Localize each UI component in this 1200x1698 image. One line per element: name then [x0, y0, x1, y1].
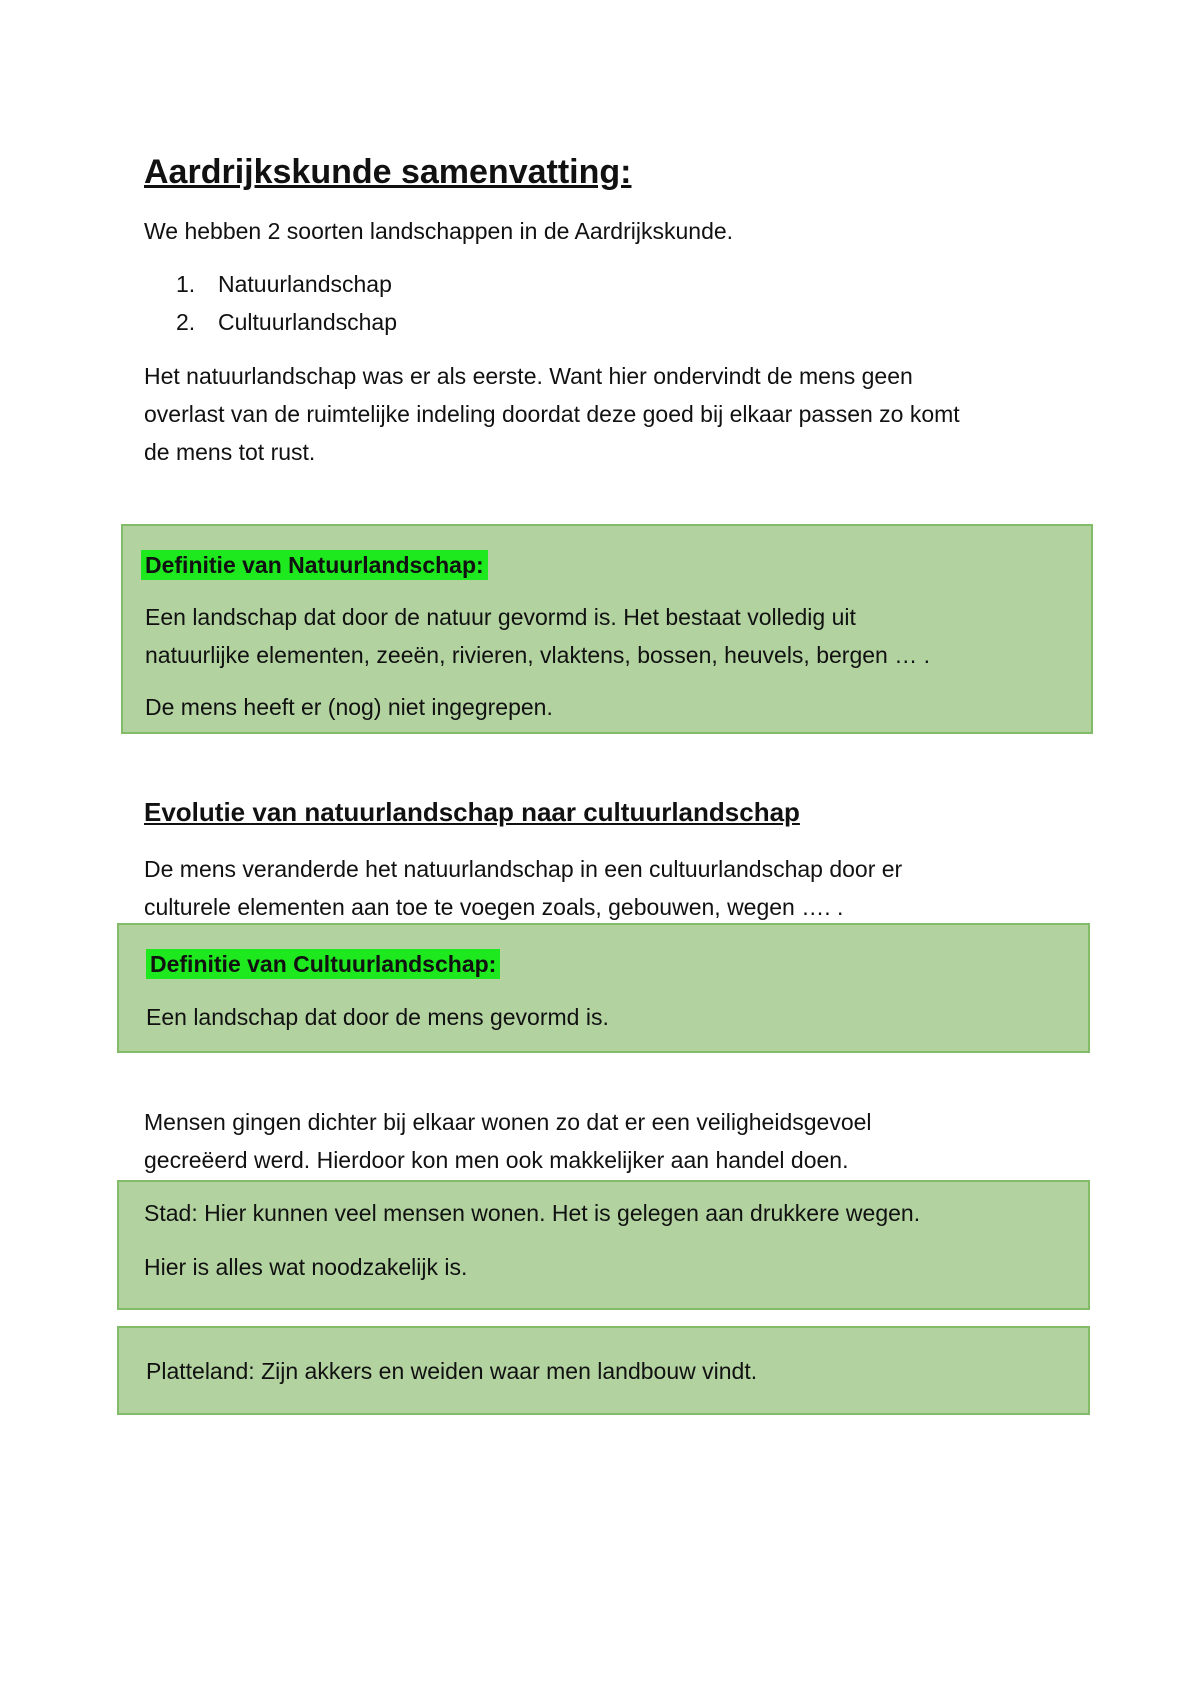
section-heading: Evolutie van natuurlandschap naar cultuurlandschap	[144, 797, 800, 827]
paragraph-line: de mens tot rust.	[144, 439, 316, 465]
paragraph-natuurlandschap	[144, 357, 1084, 471]
info-line: Stad: Hier kunnen veel mensen wonen. Het is gelegen aan drukkere wegen.	[144, 1200, 921, 1226]
info-line: Hier is alles wat noodzakelijk is.	[144, 1254, 468, 1280]
definition-heading: Definitie van Natuurlandschap:	[141, 550, 488, 580]
info-line: Platteland: Zijn akkers en weiden waar men landbouw vindt.	[146, 1358, 758, 1384]
list-item	[176, 265, 397, 303]
paragraph-mensen	[144, 1103, 1084, 1179]
paragraph-evolutie	[144, 850, 1084, 926]
paragraph-line: Mensen gingen dichter bij elkaar wonen zo dat er een veiligheidsgevoel	[144, 1109, 872, 1135]
definition-line: natuurlijke elementen, zeeën, rivieren, vlaktens, bossen, heuvels, bergen … .	[145, 642, 930, 668]
list-number: 1.	[176, 271, 196, 297]
paragraph-line: Het natuurlandschap was er als eerste. Want hier ondervindt de mens geen	[144, 363, 913, 389]
paragraph-line: De mens veranderde het natuurlandschap in een cultuurlandschap door er	[144, 856, 903, 882]
info-box-platteland	[117, 1326, 1090, 1415]
intro-text: We hebben 2 soorten landschappen in de Aardrijkskunde.	[144, 218, 734, 244]
page-title: Aardrijkskunde samenvatting:	[144, 153, 632, 191]
paragraph-line: gecreëerd werd. Hierdoor kon men ook makkelijker aan handel doen.	[144, 1147, 849, 1173]
definition-line: Een landschap dat door de natuur gevormd is. Het bestaat volledig uit	[145, 604, 856, 630]
definition-box-cultuurlandschap	[117, 923, 1090, 1053]
info-box-stad	[117, 1180, 1090, 1310]
definition-box-natuurlandschap	[121, 524, 1093, 734]
list-number: 2.	[176, 309, 196, 335]
paragraph-line: culturele elementen aan toe te voegen zoals, gebouwen, wegen …. .	[144, 894, 844, 920]
definition-line: De mens heeft er (nog) niet ingegrepen.	[145, 694, 553, 720]
definition-line: Een landschap dat door de mens gevormd is.	[146, 1004, 609, 1030]
definition-heading: Definitie van Cultuurlandschap:	[146, 949, 500, 979]
landscape-list	[176, 265, 397, 341]
list-label: Cultuurlandschap	[218, 309, 398, 335]
list-item	[176, 303, 397, 341]
list-label: Natuurlandschap	[218, 271, 392, 297]
paragraph-line: overlast van de ruimtelijke indeling doordat deze goed bij elkaar passen zo komt	[144, 401, 960, 427]
